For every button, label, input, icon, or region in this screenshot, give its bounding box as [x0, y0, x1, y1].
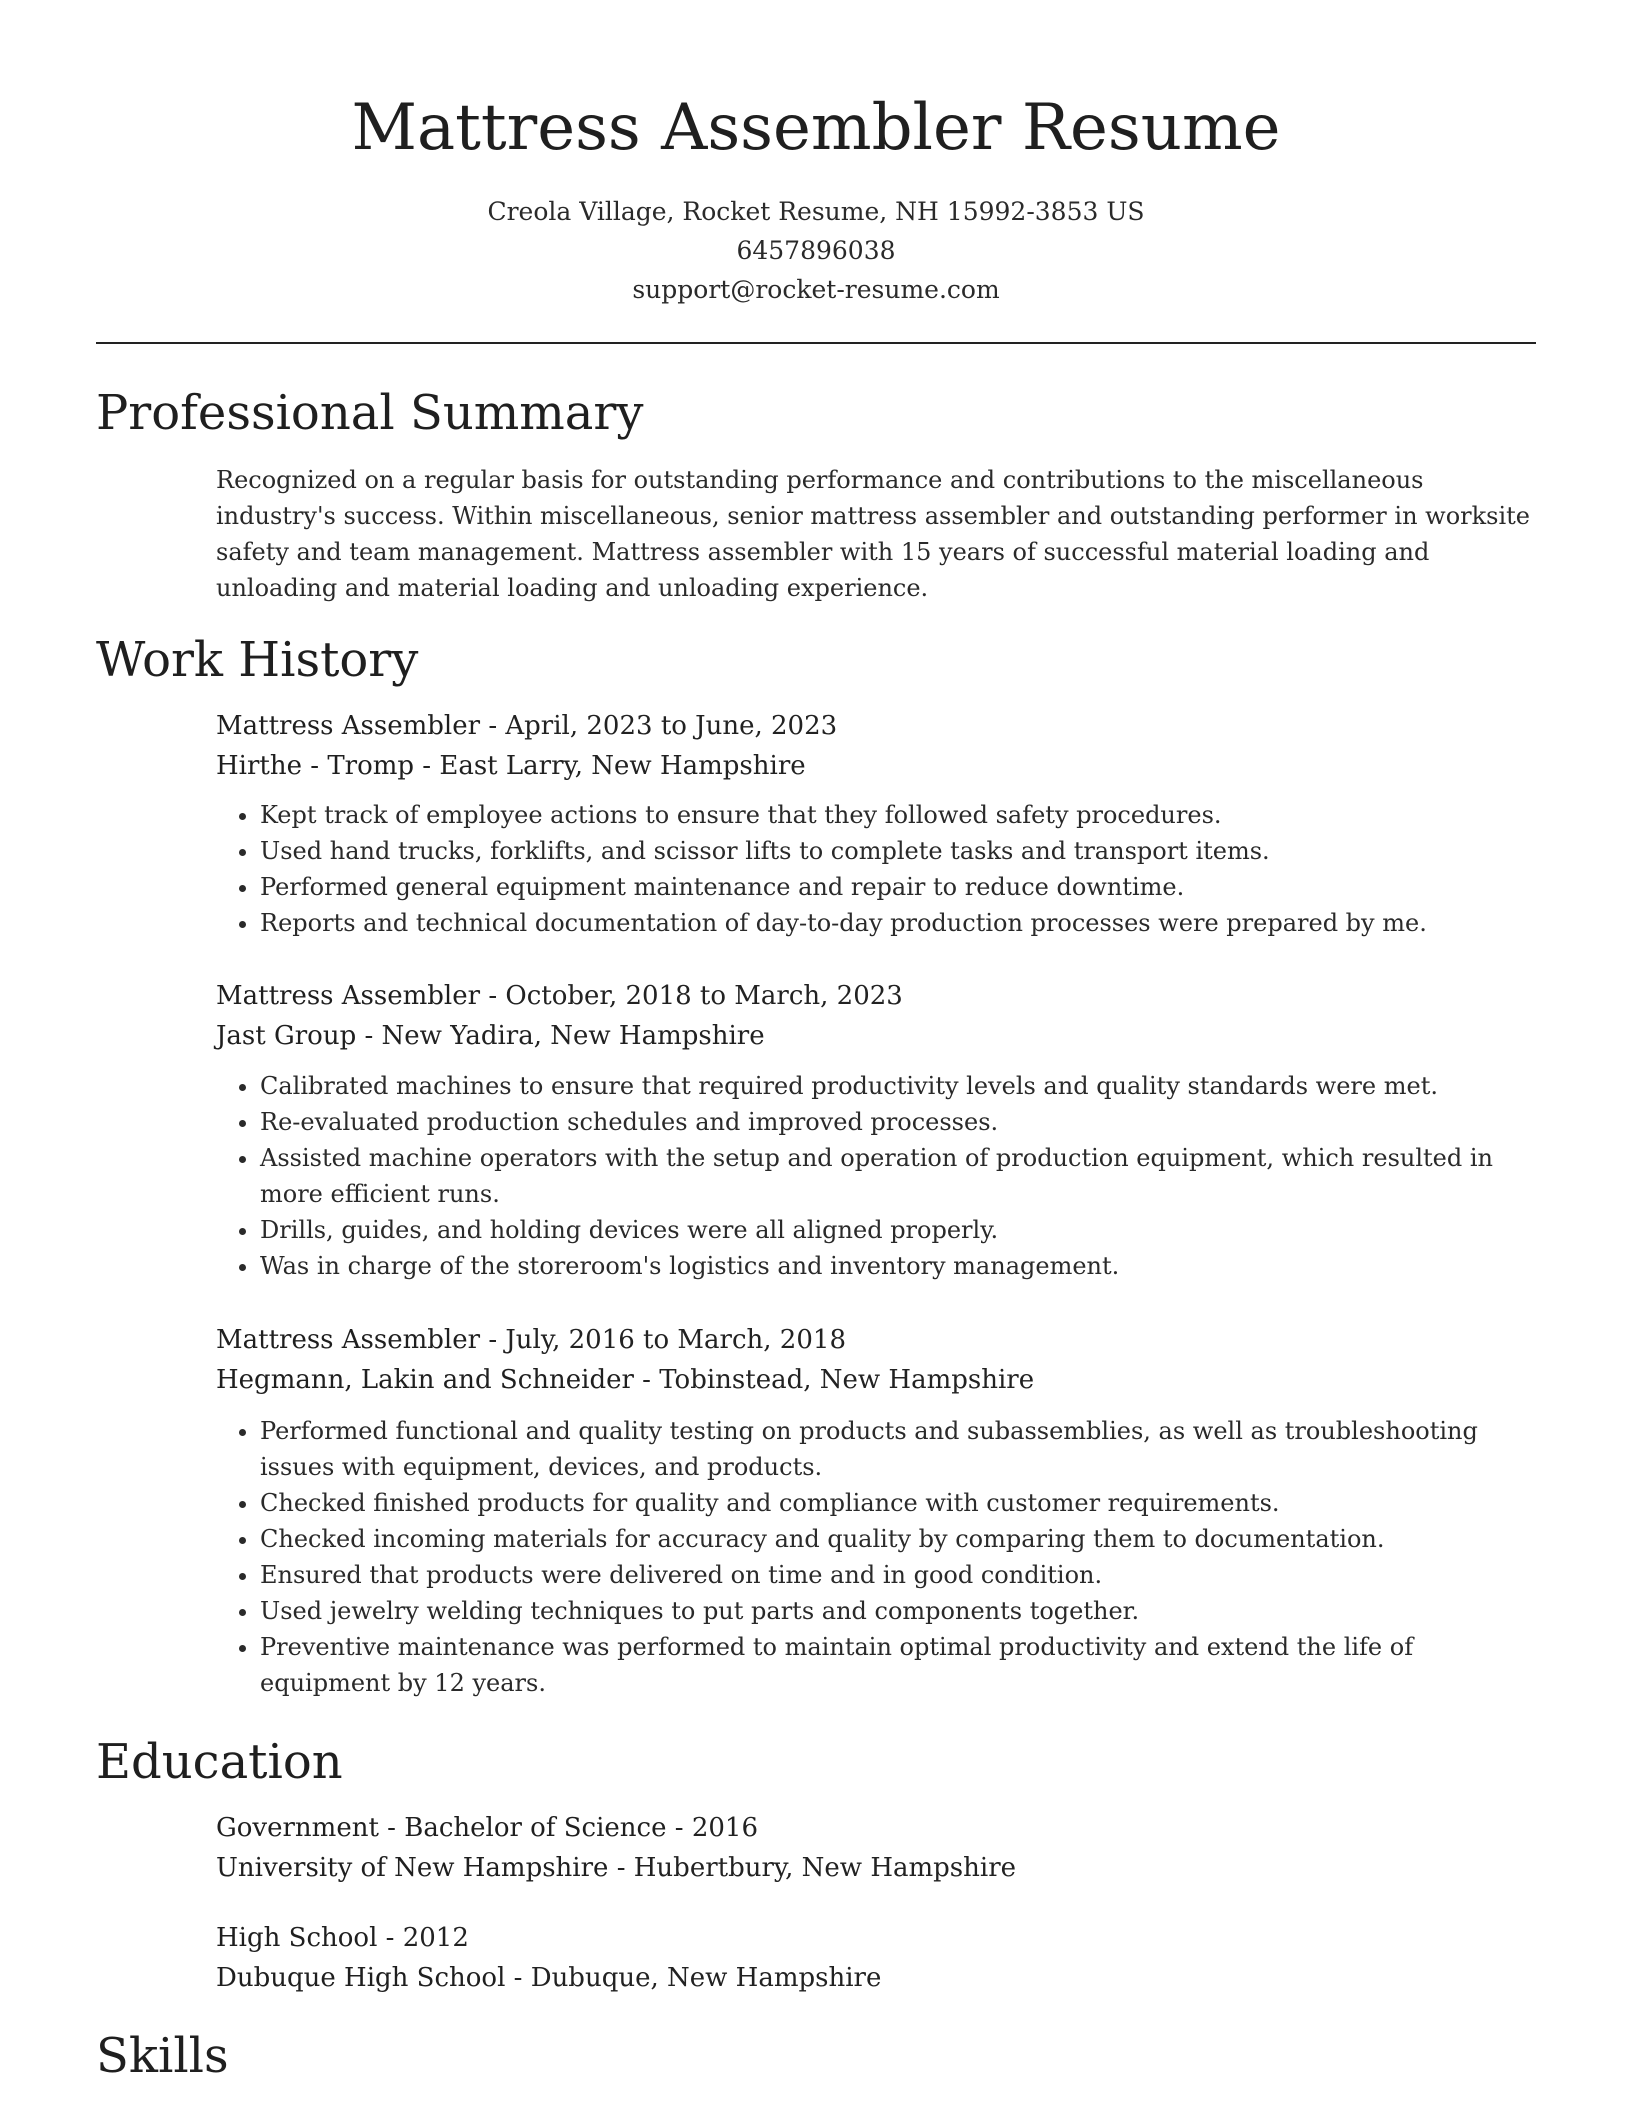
list-item: • Re-evaluated production schedules and improved processes.: [260, 1104, 1536, 1140]
list-item: • Used hand trucks, forklifts, and scissor lifts to complete tasks and transport items.: [260, 833, 1536, 869]
list-item: • Kept track of employee actions to ensure that they followed safety procedures.: [260, 797, 1536, 833]
job-company-line: [216, 1360, 1536, 1400]
job-bullets: [216, 797, 1536, 941]
education-degree: Government - Bachelor of Science: [216, 1813, 667, 1843]
job-role: Mattress Assembler: [216, 711, 481, 741]
list-item: • Calibrated machines to ensure that required productivity levels and quality standards were met.: [260, 1068, 1536, 1104]
list-item: • Preventive maintenance was performed to maintain optimal productivity and extend the life of equipment by 12 years.: [260, 1629, 1536, 1701]
list-item: • Performed general equipment maintenance and repair to reduce downtime.: [260, 869, 1536, 905]
job-company: Hirthe - Tromp: [216, 751, 415, 781]
job-header: [216, 706, 1536, 786]
job-location: - New Yadira, New Hampshire: [356, 1021, 765, 1051]
job-bullets: [216, 1413, 1536, 1701]
job-dates: - July, 2016 to March, 2018: [480, 1325, 846, 1355]
job-role-line: [216, 976, 1536, 1016]
job-dates: - October, 2018 to March, 2023: [480, 981, 903, 1011]
section-title-work-history: Work History: [96, 632, 419, 688]
job-header: [216, 976, 1536, 1056]
education-degree-line: [216, 1808, 1536, 1848]
job-dates: - April, 2023 to June, 2023: [480, 711, 838, 741]
section-title-skills: Skills: [96, 2028, 229, 2084]
list-item: • Ensured that products were delivered on time and in good condition.: [260, 1557, 1536, 1593]
job-company: Jast Group: [216, 1021, 357, 1051]
education-year: - 2016: [666, 1813, 758, 1843]
contact-block: [0, 192, 1632, 309]
resume-title: Mattress Assembler Resume: [351, 91, 1281, 165]
list-item: • Drills, guides, and holding devices were all aligned properly.: [260, 1212, 1536, 1248]
section-title-education: Education: [96, 1734, 343, 1790]
list-item: • Reports and technical documentation of day-to-day production processes were prepared by me.: [260, 905, 1536, 941]
job-role-line: [216, 1320, 1536, 1360]
education-school: University of New Hampshire: [216, 1853, 609, 1883]
list-item: • Was in charge of the storeroom's logistics and inventory management.: [260, 1248, 1536, 1284]
education-degree-line: [216, 1918, 1536, 1958]
job-location: - East Larry, New Hampshire: [414, 751, 806, 781]
list-item: • Used jewelry welding techniques to put parts and components together.: [260, 1593, 1536, 1629]
list-item: • Assisted machine operators with the setup and operation of production equipment, which resulted in more efficient runs.: [260, 1140, 1536, 1212]
education-school-line: [216, 1848, 1536, 1888]
education-entry: [216, 1808, 1536, 1888]
list-item: • Checked incoming materials for accuracy and quality by comparing them to documentation.: [260, 1521, 1536, 1557]
list-item: • Performed functional and quality testing on products and subassemblies, as well as troubleshooting issues with equipment, devices, and products.: [260, 1413, 1536, 1485]
job-location: - Tobinstead, New Hampshire: [633, 1365, 1035, 1395]
job-bullets: [216, 1068, 1536, 1284]
education-school: Dubuque High School: [216, 1963, 506, 1993]
header-divider: [96, 342, 1536, 344]
list-item: • Checked finished products for quality and compliance with customer requirements.: [260, 1485, 1536, 1521]
contact-address: Creola Village, Rocket Resume, NH 15992-3853 US: [487, 197, 1145, 226]
contact-phone: 6457896038: [736, 236, 896, 265]
job-role: Mattress Assembler: [216, 981, 481, 1011]
job-company-line: [216, 1016, 1536, 1056]
education-school-line: [216, 1958, 1536, 1998]
education-entry: [216, 1918, 1536, 1998]
job-company-line: [216, 746, 1536, 786]
education-location: - Hubertbury, New Hampshire: [608, 1853, 1017, 1883]
education-year: - 2012: [377, 1923, 469, 1953]
job-role-line: [216, 706, 1536, 746]
summary-text: Recognized on a regular basis for outstanding performance and contributions to the miscellaneous industry's success. Within miscellaneous, senior mattress assembler and outstanding performer in worksite safety and team management. Mattress assembler with 15 years of successful material loading and unloading and material loading and unloading experience.: [216, 466, 1530, 602]
job-header: [216, 1320, 1536, 1400]
contact-email: support@rocket-resume.com: [632, 275, 1000, 304]
section-title-summary: Professional Summary: [96, 385, 644, 441]
job-company: Hegmann, Lakin and Schneider: [216, 1365, 634, 1395]
education-location: - Dubuque, New Hampshire: [505, 1963, 882, 1993]
job-role: Mattress Assembler: [216, 1325, 481, 1355]
education-degree: High School: [216, 1923, 378, 1953]
